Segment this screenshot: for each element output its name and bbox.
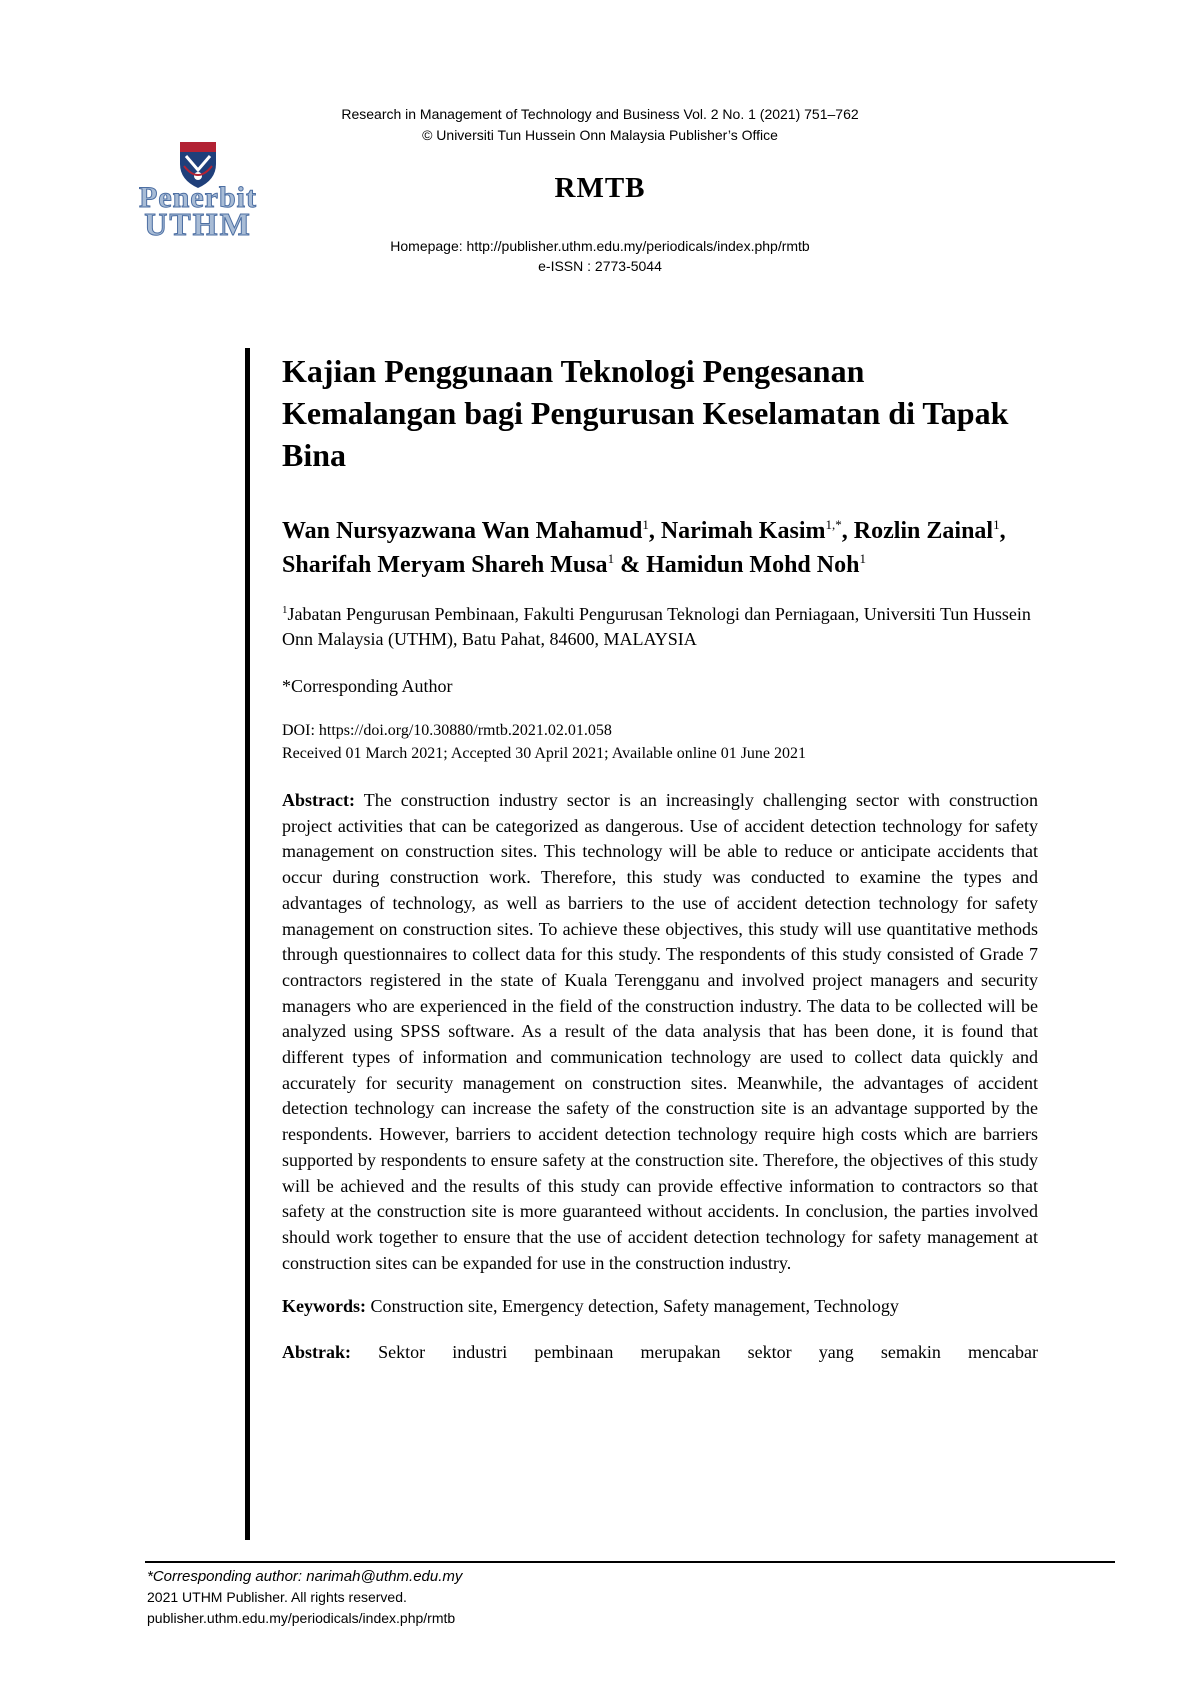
article-title: Kajian Penggunaan Teknologi Pengesanan Kemalangan bagi Pengurusan Keselamatan di Tapak Bina [282, 353, 1009, 473]
author-affiliation-marker: 1 [642, 517, 649, 532]
doi-link[interactable]: DOI: https://doi.org/10.30880/rmtb.2021.02.01.058 [282, 722, 612, 739]
article-front-matter [282, 350, 1038, 1365]
issn: e-ISSN : 2773-5044 [538, 258, 662, 274]
keywords-label: Keywords: [282, 1296, 366, 1317]
footer-rule [145, 1561, 1115, 1563]
author-name: Wan Nursyazwana Wan Mahamud [282, 518, 643, 544]
footer-url[interactable]: publisher.uthm.edu.my/periodicals/index.php/rmtb [147, 1610, 456, 1626]
affiliation-marker: 1 [282, 604, 288, 616]
article-dates: Received 01 March 2021; Accepted 30 April 2021; Available online 01 June 2021 [282, 745, 807, 762]
author-affiliation-marker: 1 [607, 551, 615, 566]
affiliation [282, 602, 1038, 652]
footer-rights: 2021 UTHM Publisher. All rights reserved. [147, 1589, 407, 1605]
author-name: Rozlin Zainal [853, 518, 994, 544]
author-name: Hamidun Mohd Noh [646, 552, 860, 578]
journal-homepage-block [0, 236, 1200, 276]
abstract-label: Abstract: [282, 790, 355, 810]
abstract [282, 788, 1038, 1276]
author-name: Narimah Kasim [660, 518, 826, 544]
journal-copyright: © Universiti Tun Hussein Onn Malaysia Publisher’s Office [422, 127, 778, 143]
abstrak [282, 1340, 1038, 1365]
keywords [282, 1294, 1038, 1319]
corresponding-note: *Corresponding Author [282, 676, 453, 696]
logo-text-uthm: UTHM [144, 206, 252, 242]
author-list: Wan Nursyazwana Wan Mahamud$^1$, Narimah Kasim$^{1,*}$, Rozlin Zainal$^1$, Sharifah Meryam Shareh Musa$^1$ & Hamidun Mohd Noh$^1$ [282, 517, 1006, 578]
homepage-link[interactable]: Homepage: http://publisher.uthm.edu.my/periodicals/index.php/rmtb [390, 238, 810, 254]
author-affiliation-marker: 1 [859, 551, 866, 566]
author-name: Sharifah Meryam Shareh Musa [282, 552, 608, 578]
abstrak-label: Abstrak: [282, 1342, 352, 1363]
journal-citation: Research in Management of Technology and Business Vol. 2 No. 1 (2021) 751–762 [341, 106, 859, 122]
affiliation-text: Jabatan Pengurusan Pembinaan, Fakulti Pengurusan Teknologi dan Perniagaan, Universiti Tun Hussein Onn Malaysia (UTHM), Batu Pahat, 84600, MALAYSIA [282, 604, 1031, 649]
keywords-text: Construction site, Emergency detection, Safety management, Technology [370, 1296, 899, 1317]
author-affiliation-marker: 1,* [825, 517, 842, 532]
left-margin-rule [245, 348, 250, 1540]
author-affiliation-marker: 1 [993, 517, 1000, 532]
article-meta [282, 719, 1038, 765]
logo-text-penerbit: Penerbit [139, 181, 257, 214]
journal-acronym: RMTB [554, 172, 646, 204]
abstrak-text: Sektor industri pembinaan merupakan sektor yang semakin mencabar [378, 1342, 1038, 1363]
page-footer [147, 1566, 462, 1629]
footer-corresponding-email: *Corresponding author: narimah@uthm.edu.my [147, 1568, 463, 1585]
abstract-text: The construction industry sector is an increasingly challenging sector with construction project activities that can be categorized as dangerous. Use of accident detection technology for safety management on construction sites. This technology will be able to reduce or anticipate accidents that occur during construction work. Therefore, this study was conducted to examine the types and advantages of technology, as well as barriers to the use of accident detection technology for safety management on construction sites. To achieve these objectives, this study will use quantitative methods through questionnaires to collect data for this study. The respondents of this study consisted of Grade 7 contractors registered in the state of Kuala Terengganu and involved project managers and security managers who are experienced in the field of the construction industry. The data to be collected will be analyzed using SPSS software. As a result of the data analysis that has been done, it is found that different types of information and communication technology are used to collect data quickly and accurately for security management on construction sites. Meanwhile, the advantages of accident detection technology can increase the safety of the construction site is an advantage supported by the respondents. However, barriers to accident detection technology require high costs which are barriers supported by respondents to ensure safety at the construction site. Therefore, the objectives of this study will be achieved and the results of this study can provide effective information to contractors so that safety at the construction site is more guaranteed without accidents. In conclusion, the parties involved should work together to ensure that the use of accident detection technology for safety management at construction sites can be expanded for use in the construction industry. [282, 790, 1038, 1273]
